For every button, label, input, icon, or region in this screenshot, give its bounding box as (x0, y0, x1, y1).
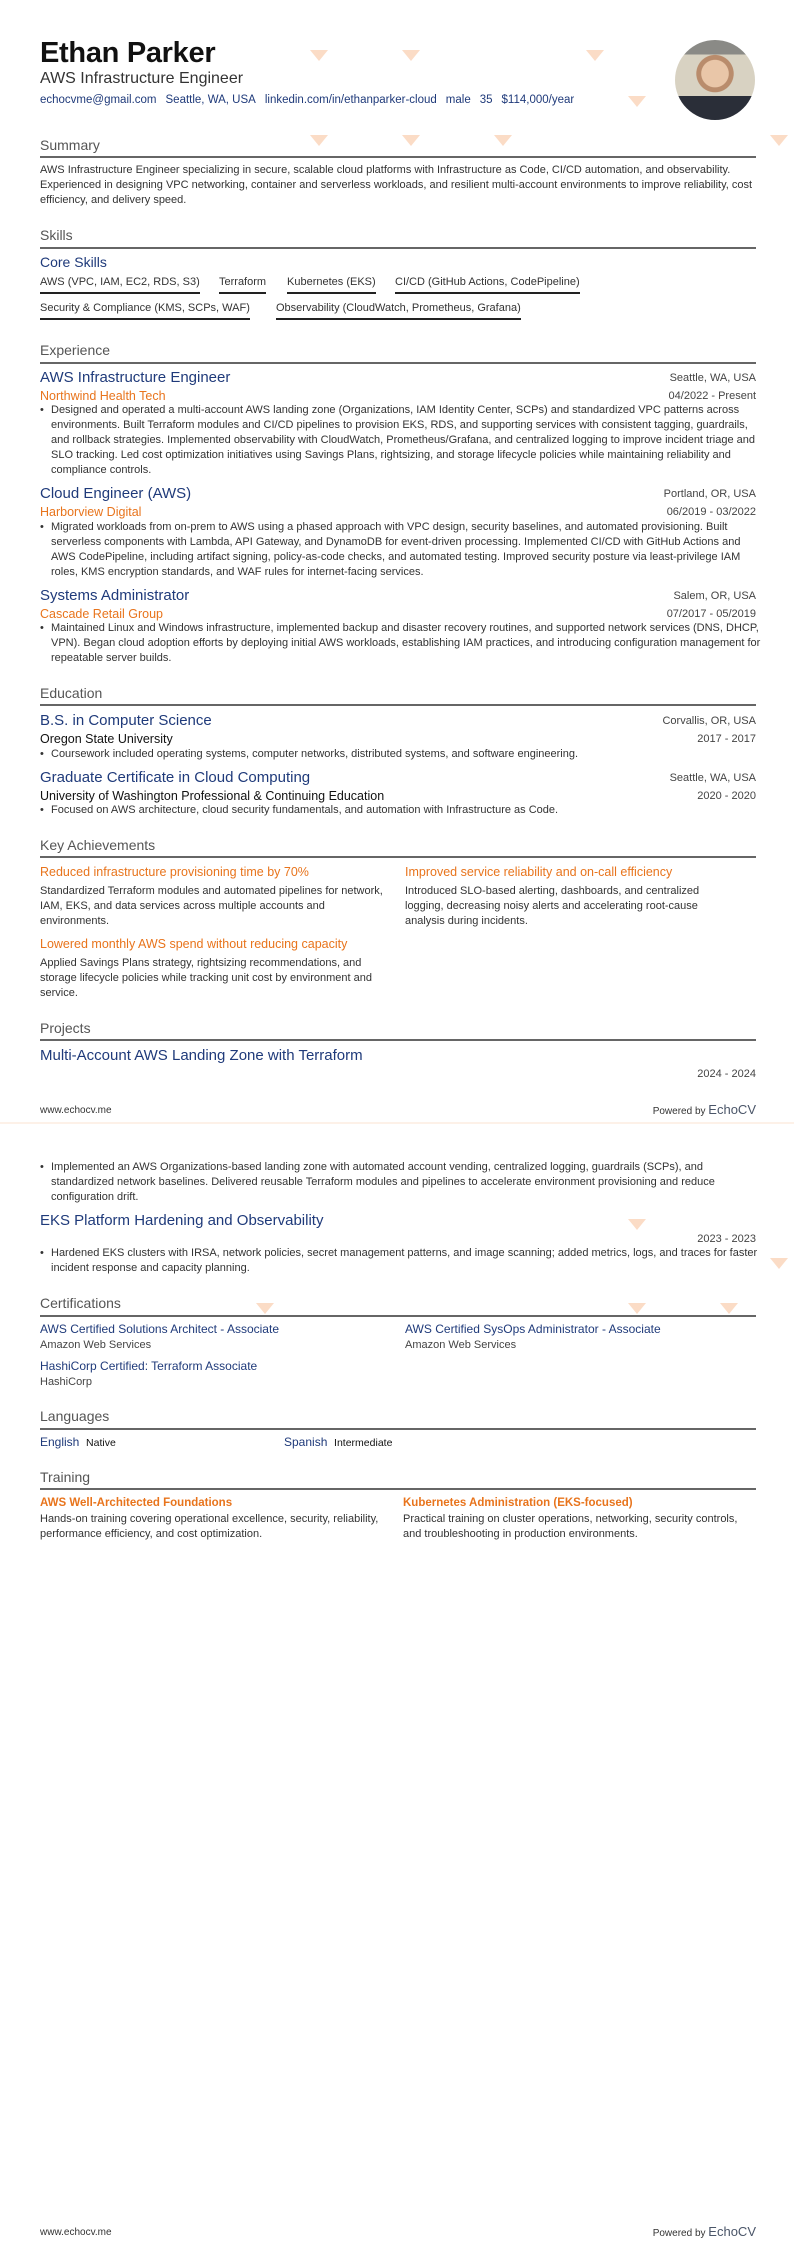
decorative-triangle-icon (402, 50, 420, 61)
section-heading-skills: Skills (40, 227, 73, 243)
language-level: Native (86, 1437, 116, 1449)
achievement-text: Introduced SLO-based alerting, dashboards, and centralized logging, decreasing noisy alerts and accelerating root-cause analysis during incidents. (405, 885, 700, 927)
education-bullet: • Coursework included operating systems, computer networks, distributed systems, and software engineering. (40, 747, 767, 762)
language-name: Spanish (284, 1435, 328, 1449)
education-dates: 2017 - 2017 (697, 733, 756, 745)
decorative-triangle-icon (256, 1303, 274, 1314)
decorative-triangle-icon (628, 1303, 646, 1314)
skill-tag: AWS (VPC, IAM, EC2, RDS, S3) (40, 276, 200, 294)
decorative-triangle-icon (402, 135, 420, 146)
certification-issuer: Amazon Web Services (405, 1339, 517, 1351)
job-title: Systems Administrator (40, 587, 190, 604)
job-company: Cascade Retail Group (40, 607, 163, 621)
section-heading-languages: Languages (40, 1408, 110, 1424)
skill-tag: Observability (CloudWatch, Prometheus, Grafana) (276, 302, 521, 320)
contact-linkedin[interactable]: linkedin.com/in/ethanparker-cloud (264, 94, 437, 106)
divider (40, 1488, 756, 1490)
decorative-triangle-icon (586, 50, 604, 61)
job-location: Salem, OR, USA (673, 590, 756, 602)
avatar (675, 40, 755, 120)
decorative-triangle-icon (628, 96, 646, 107)
education-location: Seattle, WA, USA (669, 772, 756, 784)
education-bullet: • Focused on AWS architecture, cloud security fundamentals, and automation with Infrastructure as Code. (40, 803, 767, 818)
project-dates: 2023 - 2023 (697, 1233, 756, 1245)
certification-name: AWS Certified Solutions Architect - Associate (40, 1322, 279, 1336)
training-title: Kubernetes Administration (EKS-focused) (403, 1497, 633, 1509)
certification-issuer: HashiCorp (40, 1376, 92, 1388)
training-text: Practical training on cluster operations, networking, security controls, and troubleshooting in production environments. (403, 1513, 738, 1540)
decorative-triangle-icon (770, 1258, 788, 1269)
language-item (284, 1435, 392, 1449)
achievement-text: Standardized Terraform modules and automated pipelines for network, IAM, EKS, and data services across multiple accounts and environments. (40, 885, 383, 927)
contact-salary: $114,000/year (501, 94, 575, 106)
project-dates: 2024 - 2024 (697, 1068, 756, 1080)
decorative-triangle-icon (310, 50, 328, 61)
project-bullet: • Implemented an AWS Organizations-based landing zone with automated account vending, centralized logging, guardrails (SCPs), and standardized network baselines. Delivered reusable Terraform modules and pipelines to accelerate environment provisioning and reduce configuration drift. (40, 1160, 767, 1205)
divider (40, 1428, 756, 1430)
school-name: University of Washington Professional & Continuing Education (40, 789, 385, 803)
contact-info (40, 94, 583, 106)
section-heading-education: Education (40, 685, 103, 701)
degree-title: Graduate Certificate in Cloud Computing (40, 769, 311, 786)
job-title: AWS Infrastructure Engineer (40, 369, 231, 386)
skill-tag: Security & Compliance (KMS, SCPs, WAF) (40, 302, 250, 320)
achievement-title: Reduced infrastructure provisioning time by 70% (40, 865, 309, 879)
summary-text: AWS Infrastructure Engineer specializing in secure, scalable cloud platforms with Infrastructure as Code, CI/CD automation, and observability. Experienced in designing VPC networking, container and serverless workloads, and resilient multi-account environments to improve reliability, cost efficiency, and delivery speed. (40, 164, 753, 206)
job-company: Harborview Digital (40, 505, 142, 519)
job-dates: 07/2017 - 05/2019 (666, 608, 756, 620)
job-dates: 04/2022 - Present (668, 390, 756, 402)
decorative-triangle-icon (494, 135, 512, 146)
skill-group-title: Core Skills (40, 254, 107, 270)
candidate-title: AWS Infrastructure Engineer (40, 70, 244, 87)
section-heading-achievements: Key Achievements (40, 837, 156, 853)
divider (40, 156, 756, 158)
training-title: AWS Well-Architected Foundations (40, 1497, 233, 1509)
divider (40, 362, 756, 364)
section-heading-summary: Summary (40, 137, 100, 153)
achievement-title: Improved service reliability and on-call efficiency (405, 865, 673, 879)
job-location: Portland, OR, USA (663, 488, 756, 500)
job-title: Cloud Engineer (AWS) (40, 485, 192, 502)
job-dates: 06/2019 - 03/2022 (666, 506, 756, 518)
decorative-triangle-icon (628, 1219, 646, 1230)
education-location: Corvallis, OR, USA (662, 715, 756, 727)
section-heading-experience: Experience (40, 342, 111, 358)
section-heading-certifications: Certifications (40, 1295, 121, 1311)
footer-site-link[interactable]: www.echocv.me (40, 1105, 112, 1116)
decorative-triangle-icon (310, 135, 328, 146)
job-bullet: • Maintained Linux and Windows infrastructure, implemented backup and disaster recovery routines, and supported network services (DNS, DHCP, VPN). Began cloud adoption efforts by deploying initial AWS workloads, establishing IAM practices, and introducing configuration management for repeatable server builds. (40, 621, 767, 666)
section-heading-training: Training (40, 1469, 91, 1485)
decorative-triangle-icon (770, 135, 788, 146)
divider (40, 1315, 756, 1317)
certification-issuer: Amazon Web Services (40, 1339, 152, 1351)
skill-tag: CI/CD (GitHub Actions, CodePipeline) (395, 276, 580, 294)
project-title: EKS Platform Hardening and Observability (40, 1212, 324, 1229)
degree-title: B.S. in Computer Science (40, 712, 212, 729)
school-name: Oregon State University (40, 732, 173, 746)
section-heading-projects: Projects (40, 1020, 91, 1036)
achievement-text: Applied Savings Plans strategy, rightsizing recommendations, and storage lifecycle policies while tracking unit cost by environment and service. (40, 957, 372, 999)
page-break (0, 1122, 794, 1124)
achievement-title: Lowered monthly AWS spend without reducing capacity (40, 937, 348, 951)
language-item (40, 1435, 116, 1449)
project-bullet: • Hardened EKS clusters with IRSA, network policies, secret management patterns, and image scanning; added metrics, logs, and traces for faster incident response and capacity planning. (40, 1246, 767, 1276)
contact-gender: male (445, 94, 471, 106)
footer-site-link[interactable]: www.echocv.me (40, 2227, 112, 2238)
job-company: Northwind Health Tech (40, 389, 166, 403)
decorative-triangle-icon (720, 1303, 738, 1314)
job-bullet: • Migrated workloads from on-prem to AWS using a phased approach with VPC design, security baselines, and automated provisioning. Built serverless components with Lambda, API Gateway, and DynamoDB for event-driven processing. Implemented CI/CD with GitHub Actions and AWS CodePipeline, including artifact signing, policy-as-code checks, and automated testing. Improved security posture via least-privilege IAM roles, KMS encryption standards, and WAF rules for internet-facing services. (40, 520, 767, 580)
certification-name: HashiCorp Certified: Terraform Associate (40, 1359, 258, 1373)
footer-powered-by (653, 1102, 756, 1117)
job-location: Seattle, WA, USA (669, 372, 756, 384)
language-name: English (40, 1435, 80, 1449)
contact-age: 35 (479, 94, 493, 106)
divider (40, 247, 756, 249)
divider (40, 1039, 756, 1041)
contact-email[interactable]: echocvme@gmail.com (40, 94, 157, 106)
divider (40, 704, 756, 706)
language-level: Intermediate (334, 1437, 393, 1449)
contact-location: Seattle, WA, USA (165, 94, 256, 106)
certification-name: AWS Certified SysOps Administrator - Associate (405, 1322, 661, 1336)
education-dates: 2020 - 2020 (697, 790, 756, 802)
divider (40, 856, 756, 858)
project-title: Multi-Account AWS Landing Zone with Terraform (40, 1047, 363, 1064)
brand-logo: EchoCV (708, 1102, 756, 1117)
footer-powered-by (653, 2224, 756, 2239)
skill-tag: Kubernetes (EKS) (287, 276, 376, 294)
powered-by-label: Powered by (652, 2228, 706, 2239)
brand-logo: EchoCV (708, 2224, 756, 2239)
job-bullet: • Designed and operated a multi-account AWS landing zone (Organizations, IAM Identity Center, SCPs) and standardized VPC patterns across environments. Built Terraform modules and CI/CD pipelines to provision EKS, RDS, and supporting services with consistent tagging, guardrails, and rollback strategies. Implemented observability with CloudWatch, Prometheus/Grafana, and centralized logging to improve incident triage and SLO tracking. Led cost optimization initiatives using Savings Plans, rightsizing, and storage lifecycle policies while maintaining reliability and compliance controls. (40, 403, 767, 478)
training-text: Hands-on training covering operational excellence, security, reliability, performance efficiency, and cost optimization. (40, 1513, 379, 1540)
powered-by-label: Powered by (652, 1106, 706, 1117)
skill-tag: Terraform (219, 276, 266, 294)
candidate-name: Ethan Parker (40, 37, 216, 69)
